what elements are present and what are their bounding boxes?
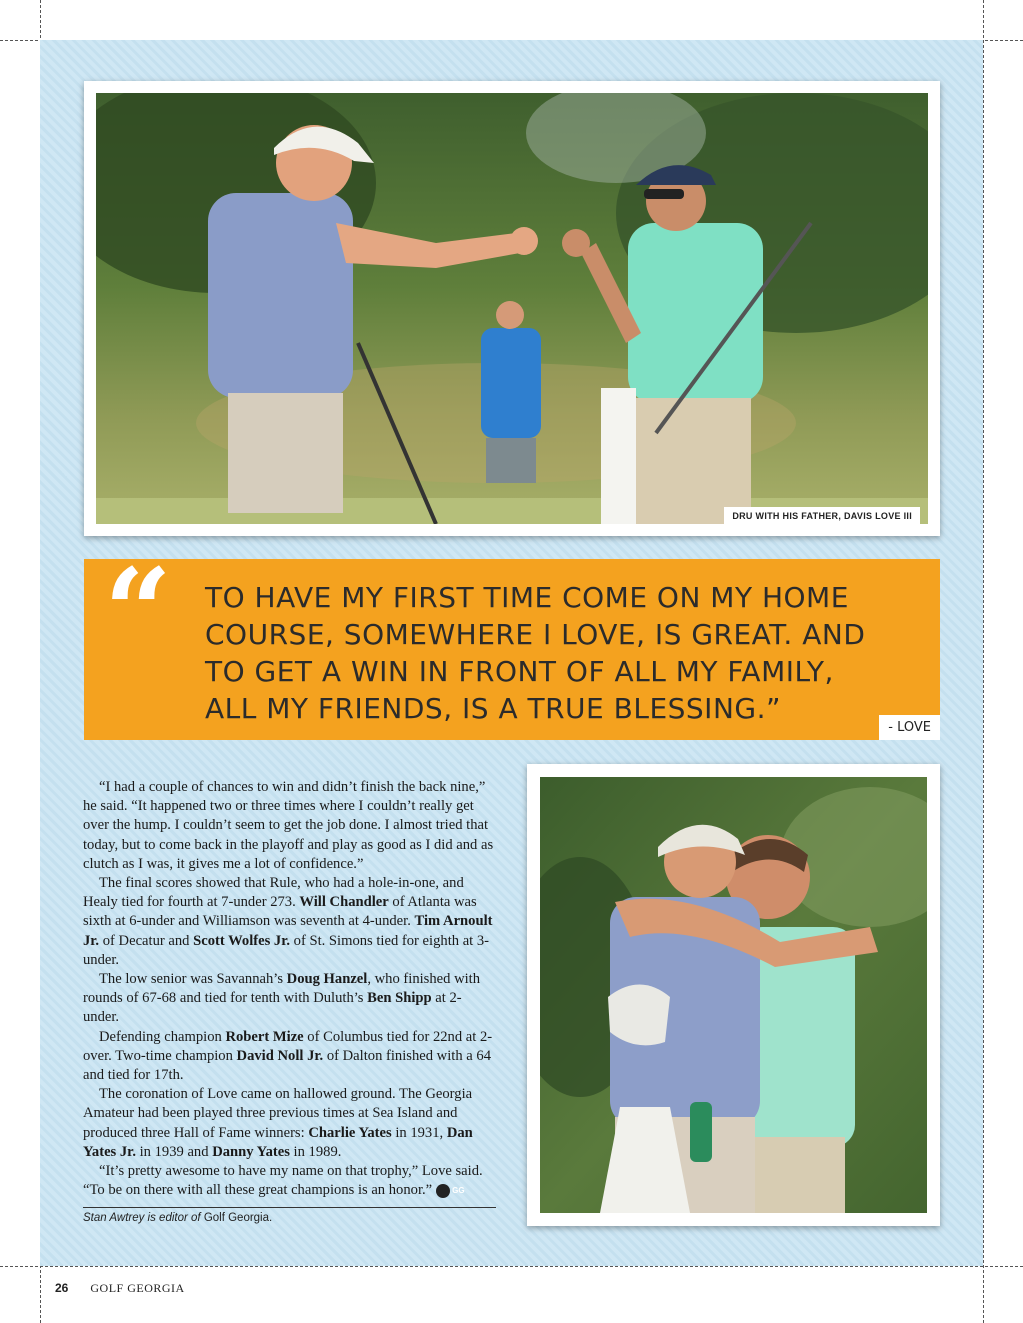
bottom-photo: [540, 777, 927, 1213]
player-name: Charlie Yates: [308, 1124, 392, 1141]
player-name: Danny Yates: [212, 1143, 290, 1160]
pull-quote-line: ALL MY FRIENDS, IS A TRUE BLESSING.”: [205, 692, 781, 725]
player-name: Scott Wolfes Jr.: [193, 932, 290, 949]
pull-quote-line: COURSE, SOMEWHERE I LOVE, IS GREAT. AND: [205, 618, 866, 651]
golfers-hugging-image: [540, 777, 927, 1213]
article-paragraph: The coronation of Love came on hallowed ground. The Georgia Amateur had been played three previous times at Sea Island and produced three Hall of Fame winners: Charlie Yates in 1931, Dan Yates Jr. in 1939 and Danny Yates in 1989.: [83, 1086, 473, 1160]
magazine-name: GOLF GEORGIA: [90, 1281, 185, 1295]
article-body: [83, 778, 496, 1200]
quote-attribution: - LOVE: [879, 715, 940, 740]
pull-quote-line: TO GET A WIN IN FRONT OF ALL MY FAMILY,: [205, 655, 834, 688]
golfers-fist-bump-image: [96, 93, 928, 524]
trim-line-bottom: [0, 1266, 1023, 1267]
player-name: Robert Mize: [225, 1028, 304, 1045]
top-photo-frame: [84, 81, 940, 536]
article-paragraph: “It’s pretty awesome to have my name on that trophy,” Love said. “To be on there with all these great champions is an honor.” GG: [83, 1163, 483, 1199]
article-paragraph: “I had a couple of chances to win and didn’t finish the back nine,” he said. “It happened two or three times where I couldn’t really get over the hump. I couldn’t seem to get the job done. I almost tried that today, but to come back in the playoff and play as good as I did and as clutch as I was, it gives me a lot of confidence.”: [83, 779, 494, 872]
byline: Stan Awtrey is editor of Golf Georgia.: [83, 1212, 273, 1224]
player-name: Doug Hanzel: [286, 971, 368, 988]
pull-quote-box: [84, 542, 940, 740]
article-paragraph: The low senior was Savannah’s Doug Hanzel, who finished with rounds of 67-68 and tied for tenth with Duluth’s Ben Shipp at 2-under.: [83, 971, 481, 1026]
player-name: Tim Arnoult Jr.: [83, 913, 493, 949]
article-paragraph: The final scores showed that Rule, who had a hole-in-one, and Healy tied for fourth at 7-under 273. Will Chandler of Atlanta was sixth at 6-under and Williamson was seventh at 4-under. Tim Arnoult Jr. of Decatur and Scott Wolfes Jr. of St. Simons tied for eighth at 3-under.: [83, 875, 493, 968]
photo-caption: DRU WITH HIS FATHER, DAVIS LOVE III: [724, 507, 920, 524]
trim-line-right: [983, 0, 984, 1323]
page-number: 26: [55, 1281, 69, 1295]
player-name: Ben Shipp: [367, 990, 432, 1007]
player-name: Will Chandler: [299, 894, 389, 911]
pull-quote-text: [205, 579, 925, 727]
pull-quote-line: TO HAVE MY FIRST TIME COME ON MY HOME: [205, 581, 849, 614]
byline-rule: [83, 1207, 496, 1208]
page-footer: [55, 1281, 185, 1296]
quote-mark: “: [104, 542, 172, 681]
end-mark-icon: GG: [436, 1184, 450, 1198]
player-name: David Noll Jr.: [236, 1047, 324, 1064]
bottom-photo-frame: [527, 764, 940, 1226]
top-photo: [96, 93, 928, 524]
player-name: Dan Yates Jr.: [83, 1124, 473, 1160]
article-paragraph: Defending champion Robert Mize of Columbus tied for 22nd at 2-over. Two-time champion David Noll Jr. of Dalton finished with a 64 and tied for 17th.: [83, 1028, 493, 1084]
